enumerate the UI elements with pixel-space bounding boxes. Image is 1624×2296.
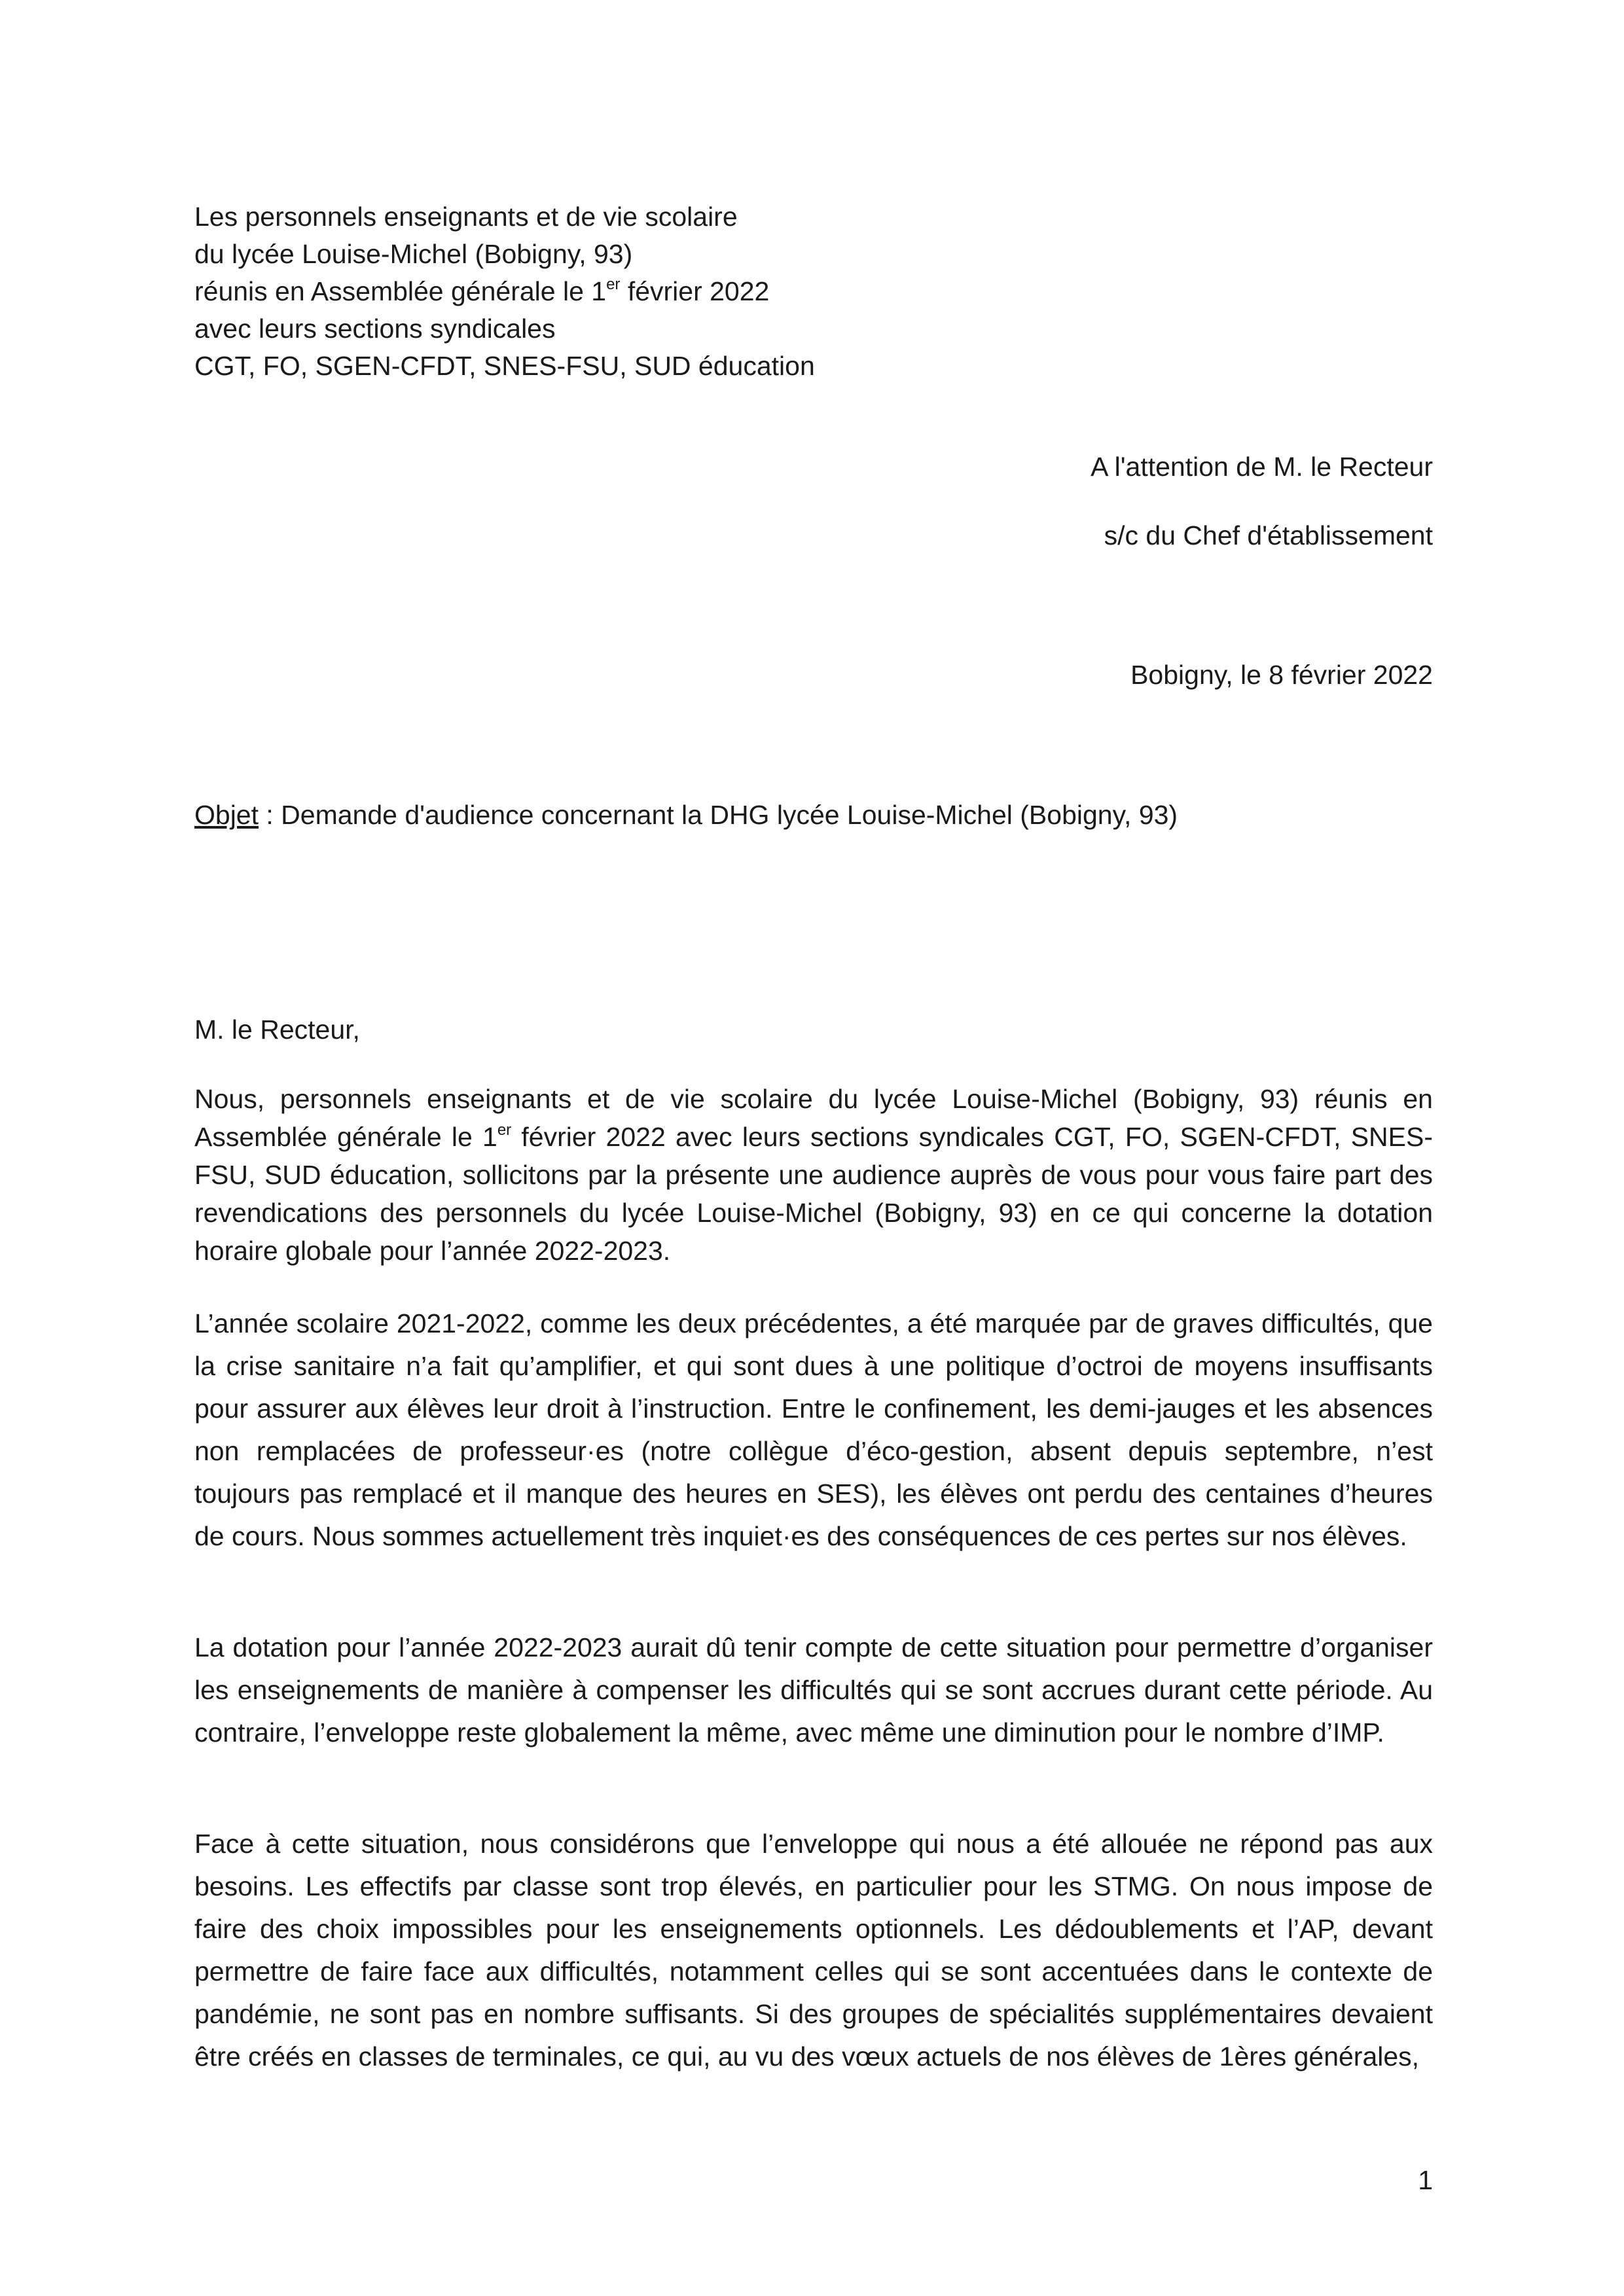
sender-line-3-superscript: er (606, 276, 621, 294)
subject-line (194, 800, 1178, 831)
sender-block (194, 198, 815, 385)
sender-line-4: avec leurs sections syndicales (194, 314, 556, 344)
subject-text: : Demande d'audience concernant la DHG lycée Louise-Michel (Bobigny, 93) (259, 800, 1178, 830)
paragraph-1-text-a: Nous, personnels enseignants et de vie scolaire du lycée Louise-Michel (Bobigny, 93) réunis en Assemblée générale le 1 (194, 1084, 1433, 1152)
subject-label: Objet (194, 800, 259, 830)
body-paragraph-1 (194, 1080, 1433, 1270)
sender-line-3-text: réunis en Assemblée générale le 1 (194, 276, 607, 306)
sender-line-2: du lycée Louise-Michel (Bobigny, 93) (194, 239, 633, 269)
paragraph-4-text: Face à cette situation, nous considérons que l’enveloppe qui nous a été allouée ne répond pas aux besoins. Les effectifs par classe sont trop élevés, en particulier pour les STMG. On nous impose de faire des choix impossibles pour les enseignements optionnels. Les dédoublements et l’AP, devant permettre de faire face aux difficultés, notamment celles qui se sont accentuées dans le contexte de pandémie, ne sont pas en nombre suffisants. Si des groupes de spécialités supplémentaires devaient être créés en classes de terminales, ce qui, au vu des vœux actuels de nos élèves de 1ères générales, (194, 1829, 1433, 2072)
place-date: Bobigny, le 8 février 2022 (1130, 660, 1433, 690)
paragraph-1-text-b: février 2022 avec leurs sections syndicales CGT, FO, SGEN-CFDT, SNES-FSU, SUD éducation, sollicitons par la présente une audience auprès de vous pour vous faire part des revendications des personnels du lycée Louise-Michel (Bobigny, 93) en ce qui concerne la dotation horaire globale pour l’année 2022-2023. (194, 1122, 1434, 1266)
paragraph-2-text: L’année scolaire 2021-2022, comme les deux précédentes, a été marquée par de graves difficultés, que la crise sanitaire n’a fait qu’amplifier, et qui sont dues à une politique d’octroi de moyens insuffisants pour assurer aux élèves leur droit à l’instruction. Entre le confinement, les demi-jauges et les absences non remplacées de professeur·es (notre collègue d’éco-gestion, absent depuis septembre, n’est toujours pas remplacé et il manque des heures en SES), les élèves ont perdu des centaines d’heures de cours. Nous sommes actuellement très inquiet·es des conséquences de ces pertes sur nos élèves. (194, 1308, 1433, 1551)
body-paragraph-2 (194, 1302, 1433, 1558)
sender-line-1: Les personnels enseignants et de vie scolaire (194, 202, 738, 232)
page-number: 1 (1418, 2165, 1433, 2195)
paragraph-1-superscript: er (497, 1121, 512, 1139)
sender-line-5: CGT, FO, SGEN-CFDT, SNES-FSU, SUD éducation (194, 351, 815, 381)
body-paragraph-4 (194, 1823, 1433, 2078)
recipient-line-1: A l'attention de M. le Recteur (1091, 452, 1433, 482)
paragraph-3-text: La dotation pour l’année 2022-2023 aurait dû tenir compte de cette situation pour permettre d’organiser les enseignements de manière à compenser les difficultés qui se sont accrues durant cette période. Au contraire, l’enveloppe reste globalement la même, avec même une diminution pour le nombre d’IMP. (194, 1632, 1433, 1748)
salutation: M. le Recteur, (194, 1014, 360, 1045)
body-paragraph-3 (194, 1626, 1433, 1754)
sender-line-3 (194, 273, 815, 310)
recipient-line-2: s/c du Chef d'établissement (1104, 520, 1433, 550)
sender-line-3-date: février 2022 (620, 276, 770, 306)
